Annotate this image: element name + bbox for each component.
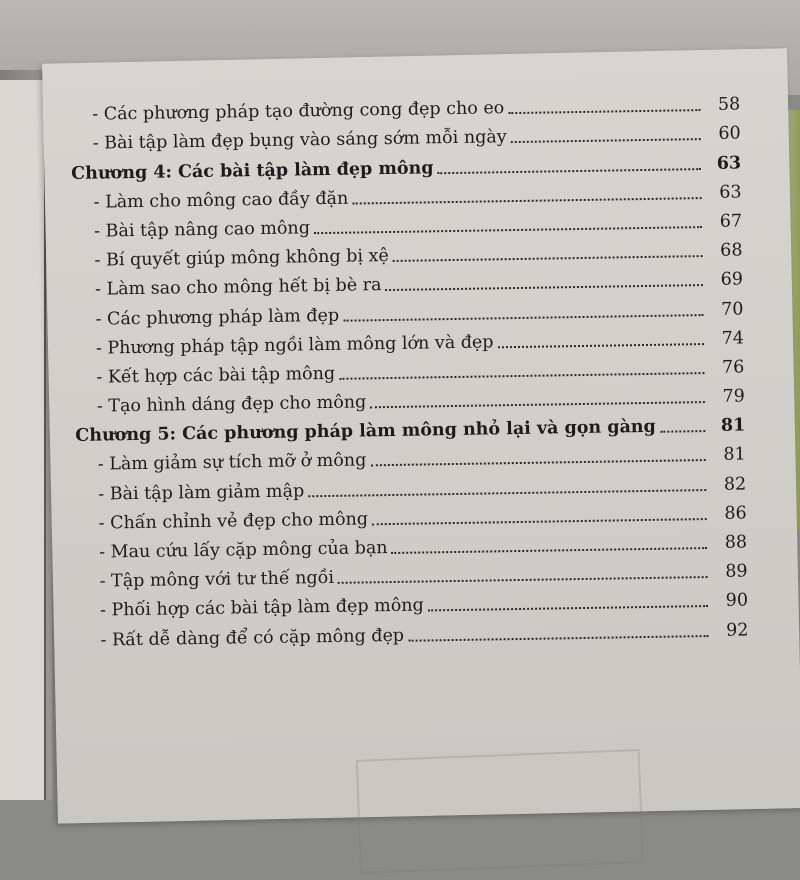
book-cover-edge (0, 80, 46, 800)
page-number: 69 (720, 269, 744, 291)
page-number: 67 (719, 211, 743, 232)
item-title: - Bí quyết giúp mông không bị xệ (94, 246, 389, 271)
chapter-title: Chương 5: Các phương pháp làm mông nhỏ lại và gọn gàng (75, 417, 656, 447)
item-title: - Chấn chỉnh vẻ đẹp cho mông (98, 509, 369, 534)
item-title: - Bài tập làm đẹp bụng vào sáng sớm mỗi ngày (92, 127, 507, 155)
table-of-contents (70, 85, 749, 650)
item-title: - Bài tập làm giảm mập (98, 480, 305, 505)
item-title: - Phối hợp các bài tập làm đẹp mông (99, 595, 424, 621)
dot-leader (408, 635, 708, 642)
page-number: 86 (724, 503, 747, 524)
item-title: - Bài tập nâng cao mông (93, 218, 311, 242)
page-number: 89 (725, 561, 748, 582)
page-number: 70 (720, 298, 744, 320)
page-number: 92 (726, 619, 749, 641)
item-title: - Kết hợp các bài tập mông (96, 363, 336, 388)
page-number: 63 (716, 153, 742, 174)
page-number: 76 (721, 357, 745, 378)
page-number: 81 (720, 415, 746, 437)
bleed-through-stamp (356, 749, 644, 874)
dot-leader (438, 168, 702, 174)
item-title: - Tạo hình dáng đẹp cho mông (96, 392, 367, 417)
item-title: - Các phương pháp tạo đường cong đẹp cho eo (92, 98, 505, 125)
item-title: - Tập mông với tư thế ngồi (99, 568, 335, 592)
page-number: 81 (723, 444, 746, 466)
dot-leader (508, 109, 700, 114)
page-number: 68 (720, 240, 743, 261)
dot-leader (498, 343, 704, 348)
page-number: 63 (719, 182, 742, 203)
dot-leader (428, 605, 708, 611)
item-title: - Làm giảm sự tích mỡ ở mông (97, 450, 367, 476)
chapter-title: Chương 4: Các bài tập làm đẹp mông (71, 157, 434, 184)
item-title: - Phương pháp tập ngồi làm mông lớn và đẹp (95, 332, 494, 359)
page-number: 60 (718, 123, 741, 145)
dot-leader (660, 430, 705, 433)
dot-leader (511, 138, 701, 143)
item-title: - Mau cứu lấy cặp mông của bạn (99, 538, 388, 563)
item-title: - Làm sao cho mông hết bị bè ra (94, 275, 382, 300)
page-number: 90 (725, 590, 749, 612)
page-number: 79 (722, 386, 745, 407)
page-number: 82 (723, 474, 747, 495)
page-number: 74 (721, 328, 745, 349)
item-title: - Rất dễ dàng để có cặp mông đẹp (100, 625, 405, 651)
page-number: 58 (717, 94, 741, 116)
item-title: - Làm cho mông cao đầy đặn (93, 188, 349, 213)
item-title: - Các phương pháp làm đẹp (95, 305, 340, 330)
page-number: 88 (724, 532, 748, 553)
